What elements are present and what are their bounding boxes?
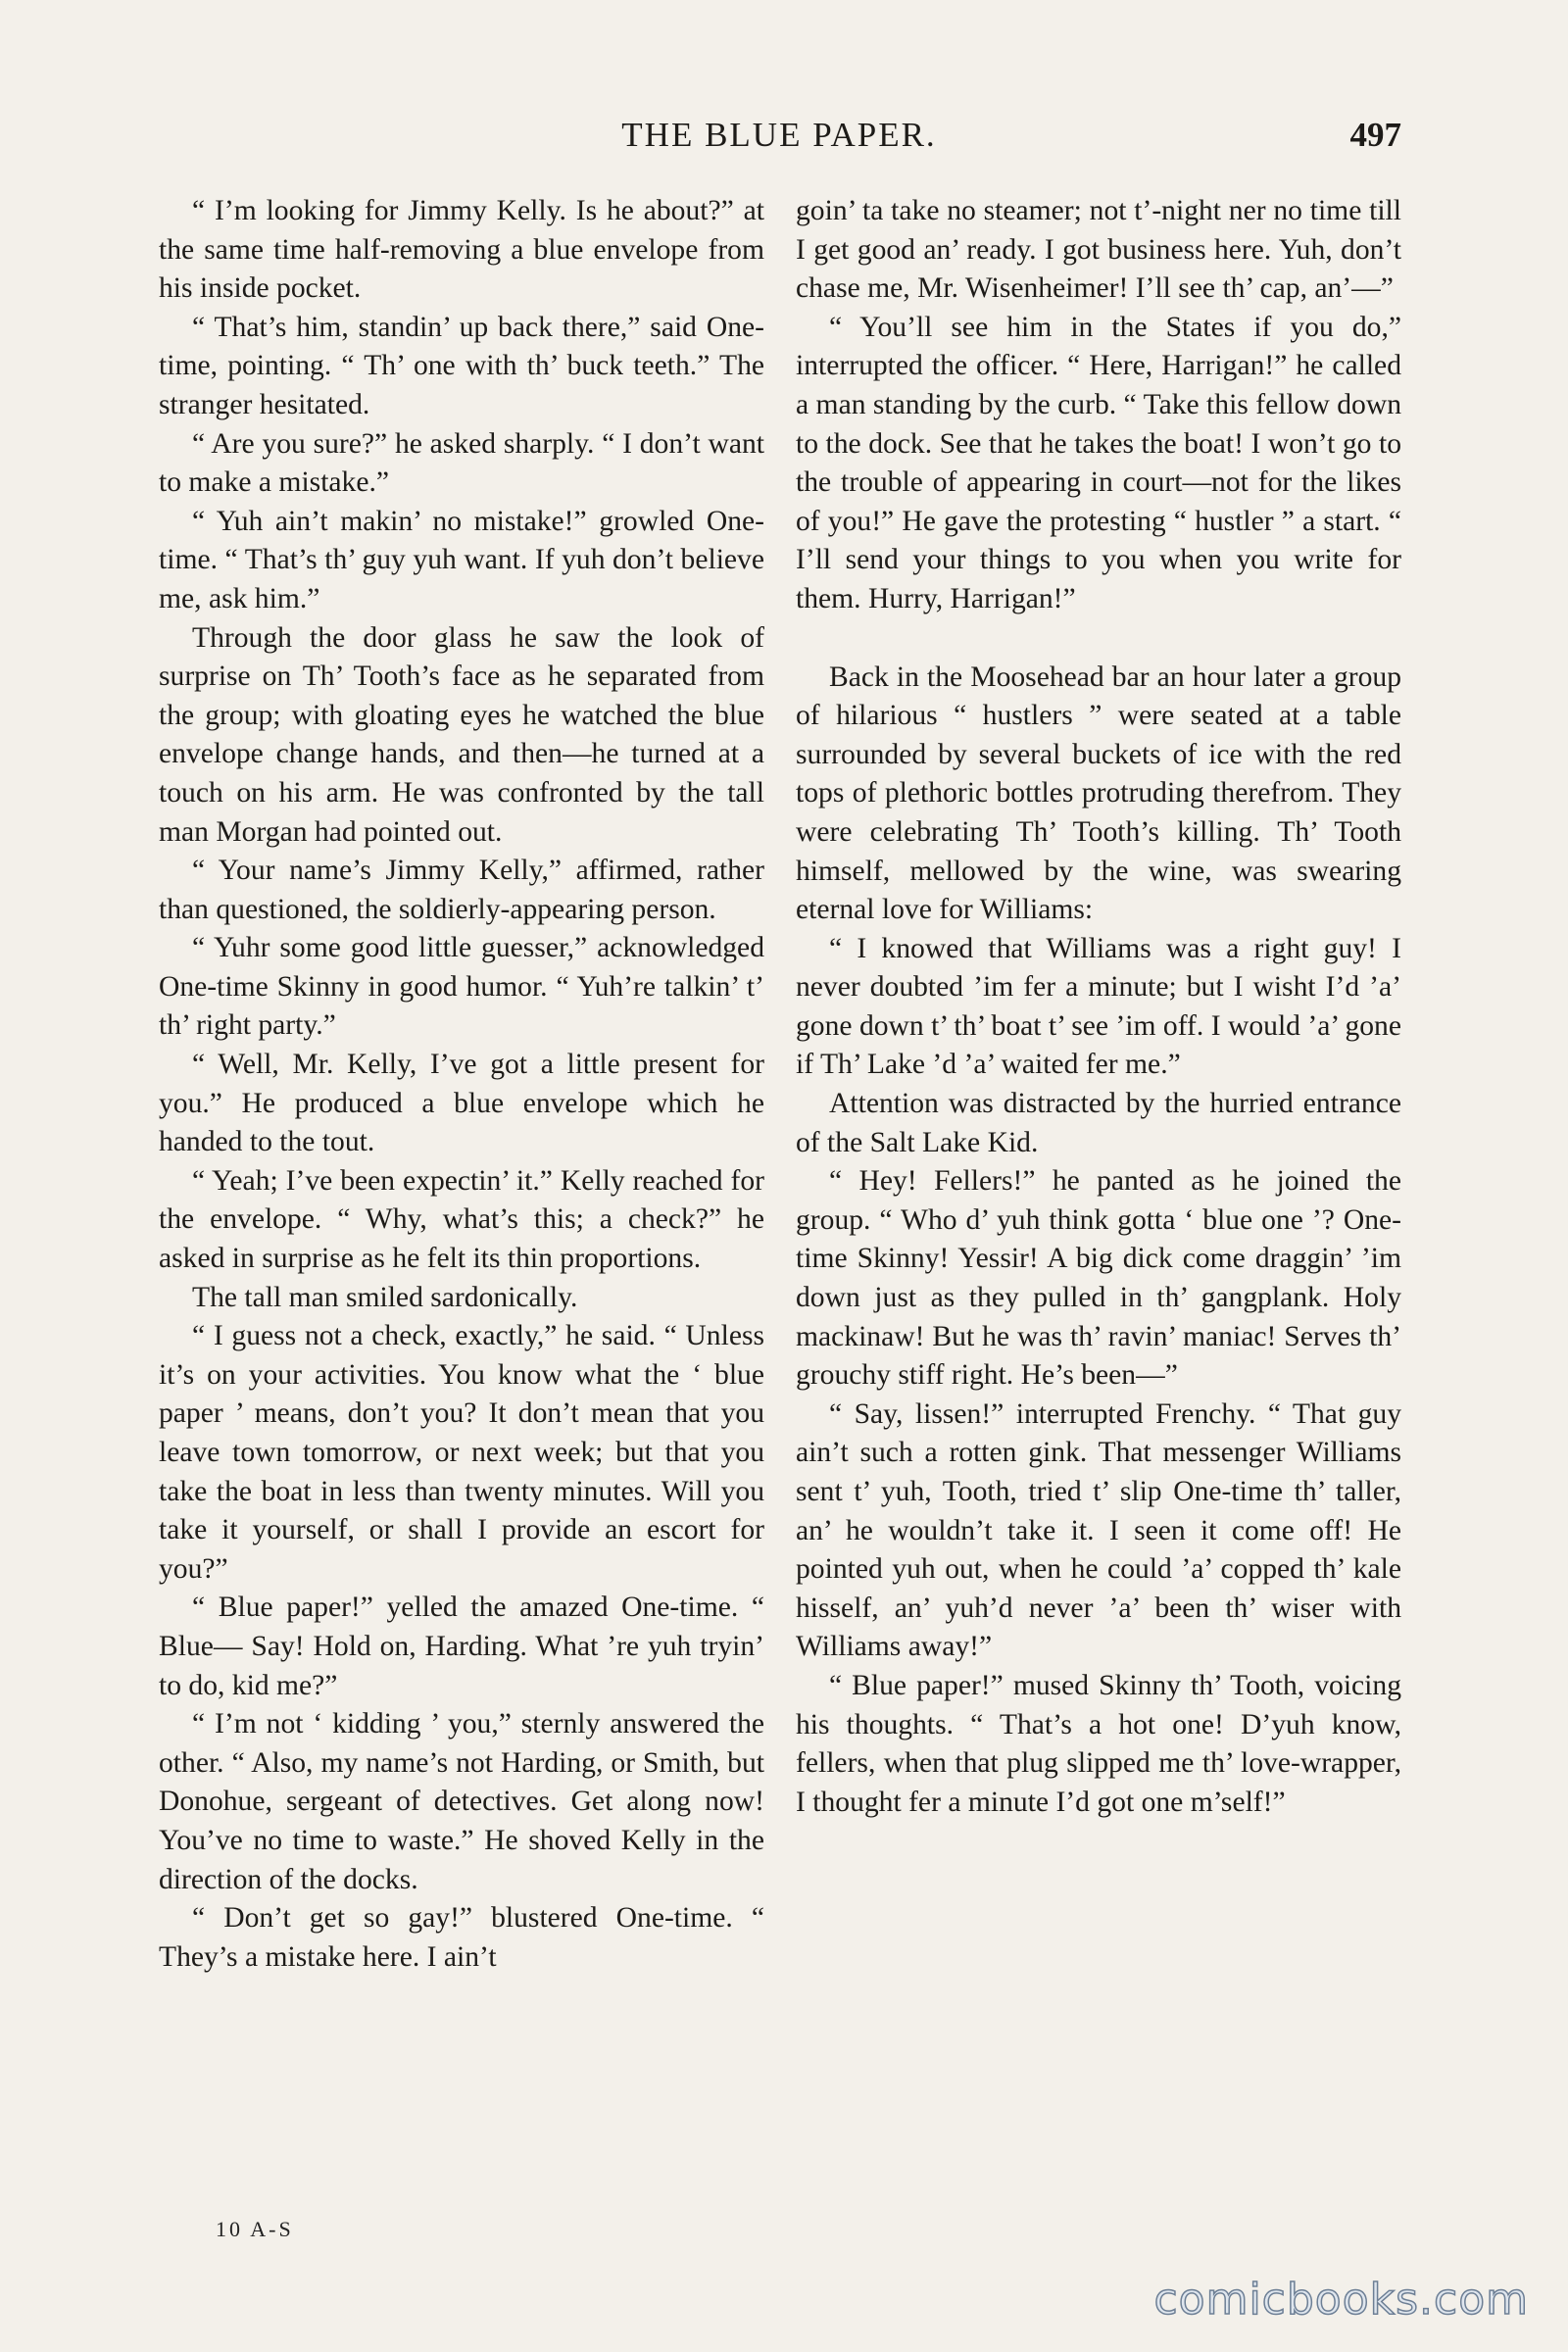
paragraph: Attention was distracted by the hurried entrance of the Salt Lake Kid. xyxy=(796,1088,1401,1158)
paragraph: “ I’m looking for Jimmy Kelly. Is he about?” at the same time half-removing a blue envelope from his inside pocket. xyxy=(159,195,764,305)
left-column xyxy=(159,192,764,1977)
paragraph: “ Blue paper!” yelled the amazed One-time. “ Blue— Say! Hold on, Harding. What ’re yuh tryin’ to do, kid me?” xyxy=(159,1592,764,1701)
right-column xyxy=(796,192,1401,1822)
paragraph-continued: goin’ ta take no steamer; not t’-night ner no time till I get good an’ ready. I got business here. Yuh, don’t chase me, Mr. Wisenheimer! I’ll see th’ cap, an’—” xyxy=(796,195,1401,305)
paragraph: “ Don’t get so gay!” blustered One-time. “ They’s a mistake here. I ain’t xyxy=(159,1902,764,1973)
paragraph: “ Say, lissen!” interrupted Frenchy. “ That guy ain’t such a rotten gink. That messenger Williams sent t’ yuh, Tooth, tried t’ slip One-time th’ taller, an’ he wouldn’t take it. I seen it come off! He pointed yuh out, when he could ’a’ copped th’ kale hisself, an’ yuh’d never ’a’ been th’ wiser with Williams away!” xyxy=(796,1397,1401,1663)
paragraph: “ Well, Mr. Kelly, I’ve got a little present for you.” He produced a blue envelope which he handed to the tout. xyxy=(159,1049,764,1158)
paragraph: The tall man smiled sardonically. xyxy=(192,1281,578,1313)
watermark: comicbooks.com xyxy=(1153,2275,1529,2325)
paragraph: “ You’ll see him in the States if you do,” interrupted the officer. “ Here, Harrigan!” he called a man standing by the curb. “ Take this fellow down to the dock. See that he takes the boat! I won’t go to the trouble of appearing in court—not for the likes of you!” He gave the protesting “ hustler ” a start. “ I’ll send your things to you when you write for them. Hurry, Harrigan!” xyxy=(796,311,1401,614)
paragraph: “ Hey! Fellers!” he panted as he joined the group. “ Who d’ yuh think gotta ‘ blue one ’? One-time Skinny! Yessir! A big dick come draggin’ ’im down just as they pulled in th’ gangplank. Holy mackinaw! But he was th’ ravin’ maniac! Serves th’ grouchy stiff right. He’s been—” xyxy=(796,1165,1401,1392)
paragraph: “ Blue paper!” mused Skinny th’ Tooth, voicing his thoughts. “ That’s a hot one! D’yuh know, fellers, when that plug slipped me th’ love-wrapper, I thought fer a minute I’d got one m’self!” xyxy=(796,1669,1401,1818)
running-title: THE BLUE PAPER. xyxy=(621,116,937,154)
paragraph: “ I guess not a check, exactly,” he said. “ Unless it’s on your activities. You know what the ‘ blue paper ’ means, don’t you? It don’t mean that you leave town tomorrow, or next week; but that you take the boat in less than twenty minutes. Will you take it yourself, or shall I provide an escort for you?” xyxy=(159,1320,764,1585)
printer-signature-mark: 10 A-S xyxy=(216,2217,294,2241)
paragraph: “ I knowed that Williams was a right guy! I never doubted ’im fer a minute; but I wisht I’d ’a’ gone down t’ th’ boat t’ see ’im off. I would ’a’ gone if Th’ Lake ’d ’a’ waited fer me.” xyxy=(796,932,1401,1081)
paragraph: “ That’s him, standin’ up back there,” said One-time, pointing. “ Th’ one with th’ buck teeth.” The stranger hesitated. xyxy=(159,311,764,420)
paragraph: Back in the Moosehead bar an hour later a group of hilarious “ hustlers ” were seated at a table surrounded by several buckets of ice with the red tops of plethoric bottles protruding therefrom. They were celebrating Th’ Tooth’s killing. Th’ Tooth himself, mellowed by the wine, was swearing eternal love for Williams: xyxy=(796,661,1401,926)
page-header xyxy=(157,116,1401,174)
paragraph: “ I’m not ‘ kidding ’ you,” sternly answered the other. “ Also, my name’s not Harding, or Smith, but Donohue, sergeant of detectives. Get along now! You’ve no time to waste.” He shoved Kelly in the direction of the docks. xyxy=(159,1708,764,1895)
paragraph: “ Are you sure?” he asked sharply. “ I don’t want to make a mistake.” xyxy=(159,427,764,499)
paragraph: “ Yuh ain’t makin’ no mistake!” growled One-time. “ That’s th’ guy yuh want. If yuh don’t believe me, ask him.” xyxy=(159,505,764,614)
paragraph: Through the door glass he saw the look of surprise on Th’ Tooth’s face as he separated from the group; with gloating eyes he watched the blue envelope change hands, and then—he turned at a touch on his arm. He was confronted by the tall man Morgan had pointed out. xyxy=(159,621,764,848)
paragraph: “ Your name’s Jimmy Kelly,” affirmed, rather than questioned, the soldierly-appearing person. xyxy=(159,855,764,925)
page-number: 497 xyxy=(1349,116,1401,154)
paragraph: “ Yuhr some good little guesser,” acknowledged One-time Skinny in good humor. “ Yuh’re talkin’ t’ th’ right party.” xyxy=(159,932,764,1042)
paragraph: “ Yeah; I’ve been expectin’ it.” Kelly reached for the envelope. “ Why, what’s this; a check?” he asked in surprise as he felt its thin proportions. xyxy=(159,1164,764,1275)
